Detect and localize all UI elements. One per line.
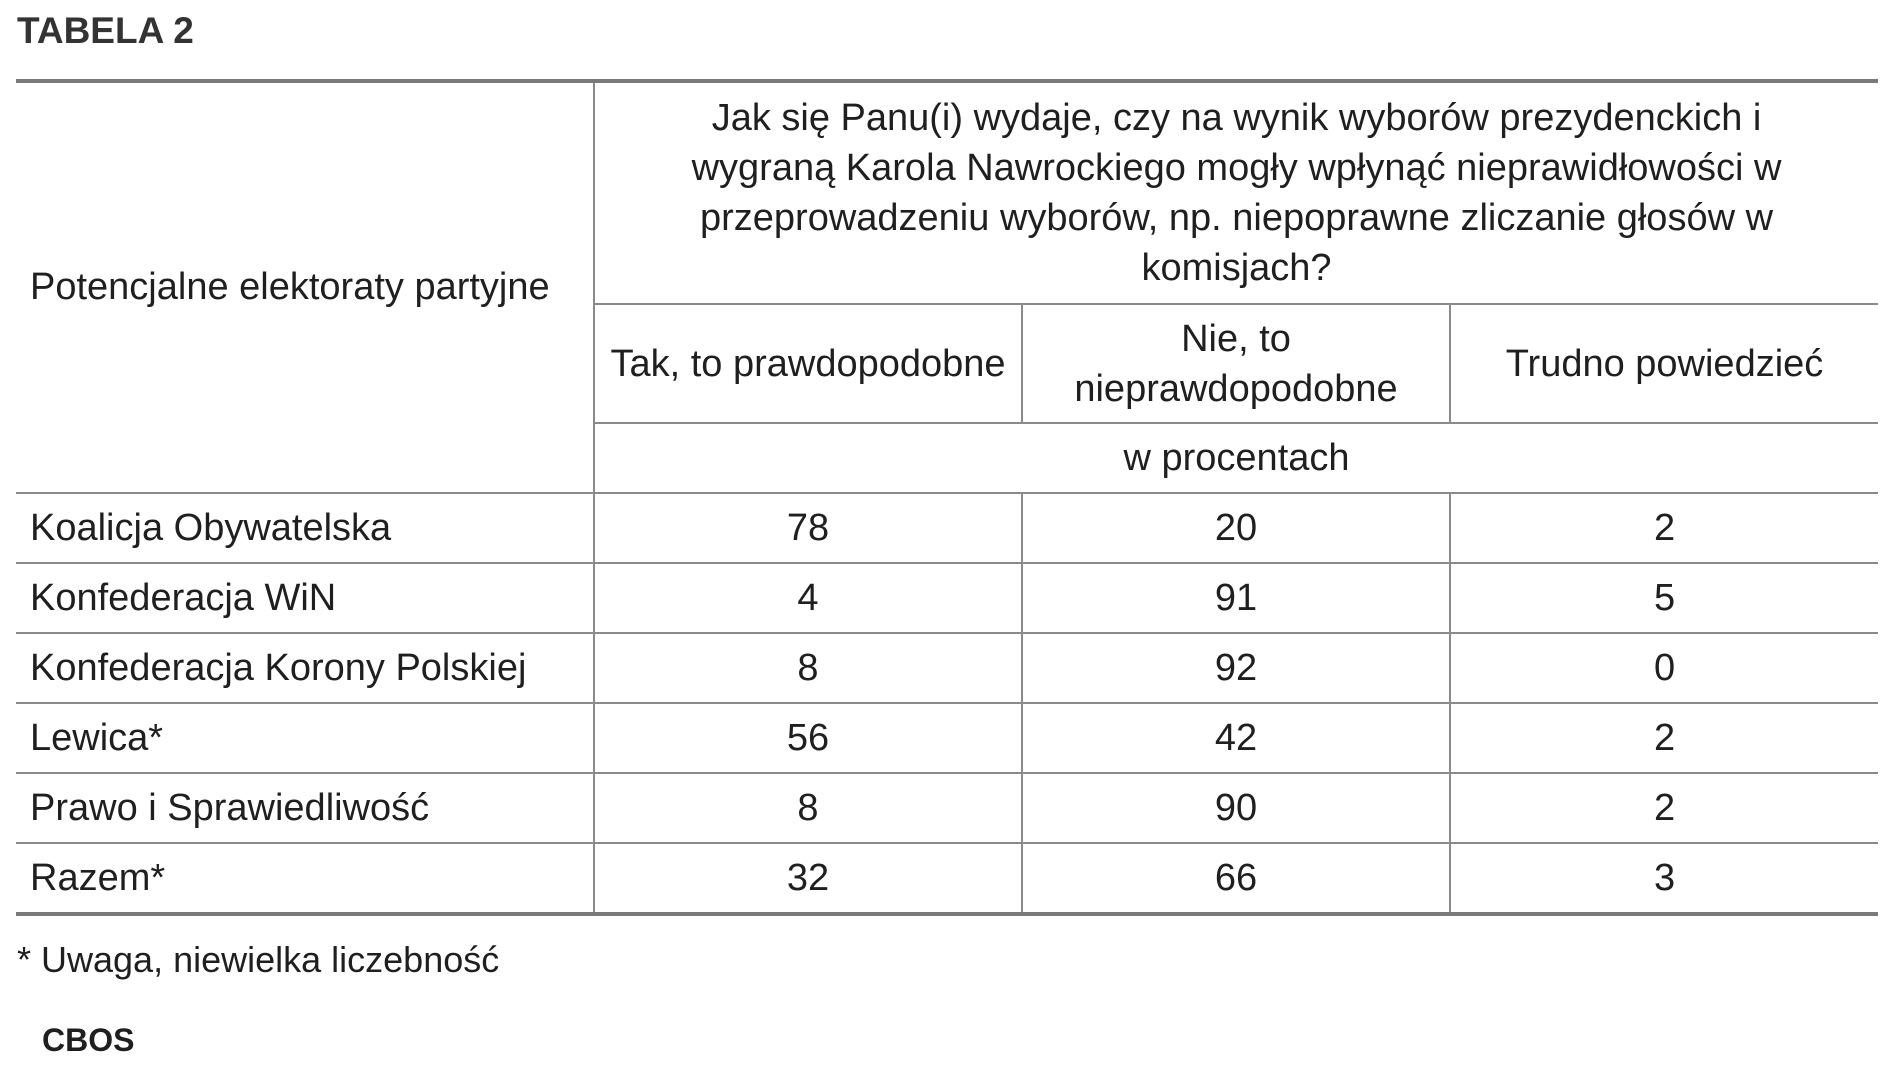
- cell-value: 8: [594, 633, 1022, 703]
- question-header: Jak się Panu(i) wydaje, czy na wynik wyborów prezydenckich i wygraną Karola Nawrockiego mogły wpłynąć nieprawidłowości w przeprowadzeniu wyborów, np. niepoprawne zliczanie głosów w komisjach?: [594, 81, 1878, 304]
- cell-value: 3: [1450, 843, 1878, 914]
- header-row-question: [16, 81, 1878, 304]
- cell-value: 66: [1022, 843, 1450, 914]
- table-row: [16, 843, 1878, 914]
- column-header-no: Nie, to nieprawdopodobne: [1022, 304, 1450, 423]
- cell-value: 20: [1022, 493, 1450, 563]
- table-row: [16, 773, 1878, 843]
- cell-value: 32: [594, 843, 1022, 914]
- table-row: [16, 563, 1878, 633]
- cell-value: 42: [1022, 703, 1450, 773]
- cell-value: 4: [594, 563, 1022, 633]
- survey-table: [16, 79, 1878, 916]
- cell-value: 78: [594, 493, 1022, 563]
- row-header-label: Potencjalne elektoraty partyjne: [16, 81, 594, 493]
- table-row: [16, 633, 1878, 703]
- row-label: Prawo i Sprawiedliwość: [16, 773, 594, 843]
- cell-value: 92: [1022, 633, 1450, 703]
- footnote: * Uwaga, niewielka liczebność: [17, 939, 500, 980]
- row-label: Koalicja Obywatelska: [16, 493, 594, 563]
- column-header-hard-to-say: Trudno powiedzieć: [1450, 304, 1878, 423]
- row-label: Lewica*: [16, 703, 594, 773]
- source-label: CBOS: [42, 1022, 135, 1058]
- row-label: Razem*: [16, 843, 594, 914]
- cell-value: 2: [1450, 703, 1878, 773]
- table-title: TABELA 2: [17, 10, 194, 51]
- cell-value: 91: [1022, 563, 1450, 633]
- row-label: Konfederacja WiN: [16, 563, 594, 633]
- cell-value: 2: [1450, 493, 1878, 563]
- cell-value: 8: [594, 773, 1022, 843]
- cell-value: 0: [1450, 633, 1878, 703]
- table-row: [16, 703, 1878, 773]
- cell-value: 5: [1450, 563, 1878, 633]
- column-header-yes: Tak, to prawdopodobne: [594, 304, 1022, 423]
- table-row: [16, 493, 1878, 563]
- unit-label: w procentach: [594, 423, 1878, 493]
- cell-value: 2: [1450, 773, 1878, 843]
- row-label: Konfederacja Korony Polskiej: [16, 633, 594, 703]
- cell-value: 56: [594, 703, 1022, 773]
- cell-value: 90: [1022, 773, 1450, 843]
